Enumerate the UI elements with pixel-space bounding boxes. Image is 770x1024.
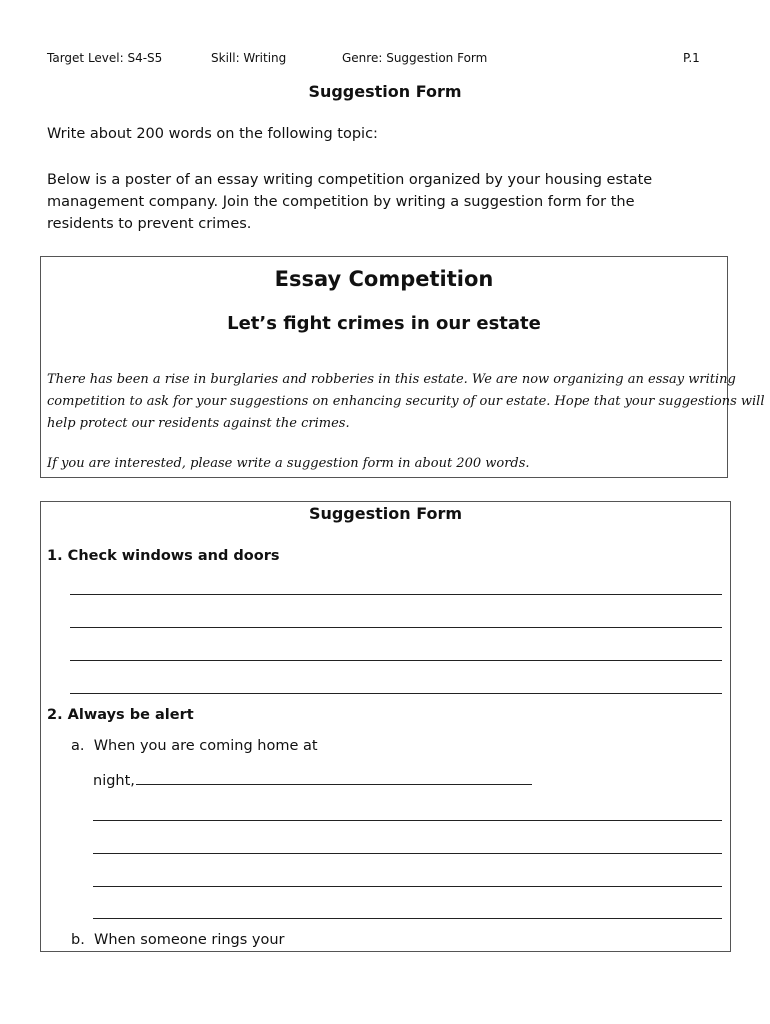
answer-blank[interactable] (136, 770, 532, 785)
subquestion-letter: a. (71, 738, 85, 754)
genre: Genre: Suggestion Form (342, 51, 488, 65)
section-number: 1. (47, 548, 63, 564)
subquestion-text: When someone rings your (94, 932, 285, 948)
target-level: Target Level: S4-S5 (47, 51, 163, 65)
section-number: 2. (47, 707, 63, 723)
answer-line[interactable] (93, 853, 722, 854)
subquestion-continuation-text: night, (93, 773, 135, 789)
answer-line[interactable] (70, 627, 722, 628)
intro-paragraph (47, 169, 737, 235)
subquestion-b (71, 932, 285, 948)
instruction: Write about 200 words on the following topic: (47, 126, 378, 142)
poster-invite: If you are interested, please write a suggestion form in about 200 words. (47, 456, 530, 471)
poster-title: Essay Competition (274, 267, 494, 291)
answer-line[interactable] (93, 918, 722, 919)
section-label: Check windows and doors (67, 548, 280, 564)
subquestion-a-continuation (93, 770, 532, 789)
competition-poster (40, 256, 765, 478)
section-label: Always be alert (67, 707, 194, 723)
poster-subtitle: Let’s fight crimes in our estate (227, 313, 541, 334)
intro-line: management company. Join the competition by writing a suggestion form for the (47, 194, 635, 210)
section-2-heading (47, 707, 194, 723)
poster-body (47, 369, 765, 435)
subquestion-letter: b. (71, 932, 85, 948)
form-title: Suggestion Form (308, 504, 463, 523)
page-title: Suggestion Form (308, 82, 462, 101)
intro-line: Below is a poster of an essay writing competition organized by your housing estate (47, 172, 653, 188)
answer-line[interactable] (93, 886, 722, 887)
section-1-heading (47, 548, 279, 564)
answer-line[interactable] (70, 693, 722, 694)
suggestion-form (40, 501, 731, 952)
intro-line: residents to prevent crimes. (47, 216, 252, 232)
answer-line[interactable] (93, 820, 722, 821)
answer-line[interactable] (70, 594, 722, 595)
poster-body-line: competition to ask for your suggestions on enhancing security of our estate. Hope that your suggestions will (47, 394, 765, 409)
poster-body-line: There has been a rise in burglaries and robberies in this estate. We are now organizing an essay writing (47, 372, 736, 387)
subquestion-text: When you are coming home at (93, 738, 318, 754)
subquestion-a (71, 738, 318, 754)
answer-line[interactable] (70, 660, 722, 661)
skill: Skill: Writing (211, 51, 287, 65)
page-number: P.1 (683, 51, 700, 65)
poster-body-line: help protect our residents against the crimes. (47, 416, 350, 431)
